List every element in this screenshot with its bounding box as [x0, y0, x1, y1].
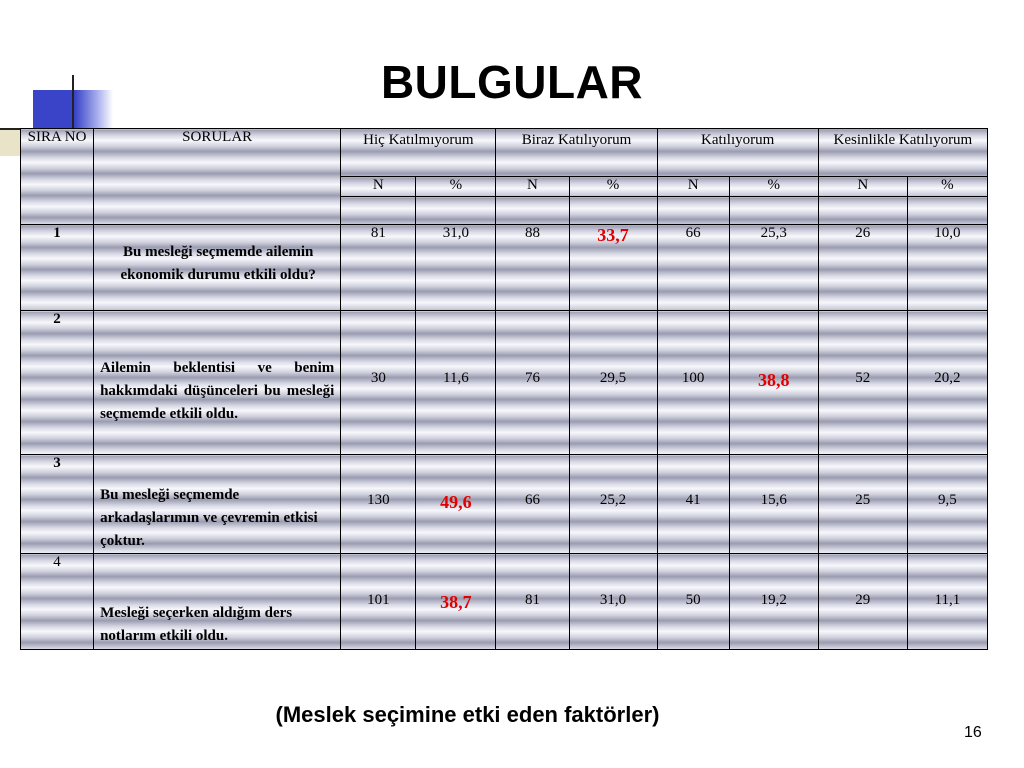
header-sorular: SORULAR — [94, 129, 341, 225]
value-cell: 30 — [341, 311, 416, 455]
value-cell: 19,2 — [729, 554, 818, 650]
subheader-percent: % — [569, 177, 657, 197]
row-number: 4 — [21, 554, 94, 650]
subheader-percent: % — [907, 177, 987, 197]
value-cell-highlight: 33,7 — [569, 225, 657, 311]
question-text: Bu mesleği seçmemde ailemin ekonomik durumu etkili oldu? — [120, 244, 316, 283]
value-cell: 130 — [341, 455, 416, 554]
value-cell: 25,2 — [569, 455, 657, 554]
value-cell: 50 — [657, 554, 729, 650]
question-cell — [94, 311, 341, 455]
value-cell: 66 — [657, 225, 729, 311]
value-cell: 41 — [657, 455, 729, 554]
row-number: 3 — [21, 455, 94, 554]
value-cell: 81 — [496, 554, 569, 650]
question-text: Bu mesleği seçmemde arkadaşlarımın ve çevremin etkisi çoktur. — [100, 487, 318, 549]
value-cell: 11,6 — [416, 311, 496, 455]
header-group-biraz-katiliyorum: Biraz Katılıyorum — [496, 129, 657, 177]
subheader-n: N — [818, 177, 907, 197]
value-cell: 81 — [341, 225, 416, 311]
value-cell-highlight: 49,6 — [416, 455, 496, 554]
value-cell: 100 — [657, 311, 729, 455]
value-cell: 10,0 — [907, 225, 987, 311]
value-cell: 29,5 — [569, 311, 657, 455]
subheader-percent: % — [416, 177, 496, 197]
question-text: Ailemin beklentisi ve benim hakkımdaki düşünceleri bu mesleği seçmemde etkili oldu. — [100, 360, 335, 422]
header-group-kesinlikle-katiliyorum: Kesinlikle Katılıyorum — [818, 129, 987, 177]
value-cell: 88 — [496, 225, 569, 311]
question-cell — [94, 554, 341, 650]
table-row — [21, 554, 988, 650]
question-cell — [94, 455, 341, 554]
subheader-percent: % — [729, 177, 818, 197]
value-cell: 25 — [818, 455, 907, 554]
table-row — [21, 225, 988, 311]
question-cell — [94, 225, 341, 311]
header-group-hic-katilmiyorum: Hiç Katılmıyorum — [341, 129, 496, 177]
value-cell: 31,0 — [569, 554, 657, 650]
subheader-n: N — [657, 177, 729, 197]
slide-title: BULGULAR — [380, 56, 644, 108]
value-cell: 76 — [496, 311, 569, 455]
table-row — [21, 311, 988, 455]
value-cell: 29 — [818, 554, 907, 650]
page-number: 16 — [964, 724, 982, 741]
table-row — [21, 455, 988, 554]
value-cell: 52 — [818, 311, 907, 455]
row-number: 2 — [21, 311, 94, 455]
value-cell: 9,5 — [907, 455, 987, 554]
value-cell-highlight: 38,8 — [729, 311, 818, 455]
value-cell: 66 — [496, 455, 569, 554]
header-group-katiliyorum: Katılıyorum — [657, 129, 818, 177]
value-cell: 26 — [818, 225, 907, 311]
value-cell: 31,0 — [416, 225, 496, 311]
value-cell: 101 — [341, 554, 416, 650]
findings-table — [20, 128, 988, 650]
subheader-n: N — [341, 177, 416, 197]
subheader-n: N — [496, 177, 569, 197]
row-number: 1 — [21, 225, 94, 311]
value-cell-highlight: 38,7 — [416, 554, 496, 650]
value-cell: 20,2 — [907, 311, 987, 455]
value-cell: 11,1 — [907, 554, 987, 650]
value-cell: 15,6 — [729, 455, 818, 554]
table-caption: (Meslek seçimine etki eden faktörler) — [275, 702, 660, 727]
question-text: Mesleği seçerken aldığım ders notlarım etkili oldu. — [100, 605, 293, 644]
header-sira-no: SIRA NO — [21, 129, 94, 225]
value-cell: 25,3 — [729, 225, 818, 311]
